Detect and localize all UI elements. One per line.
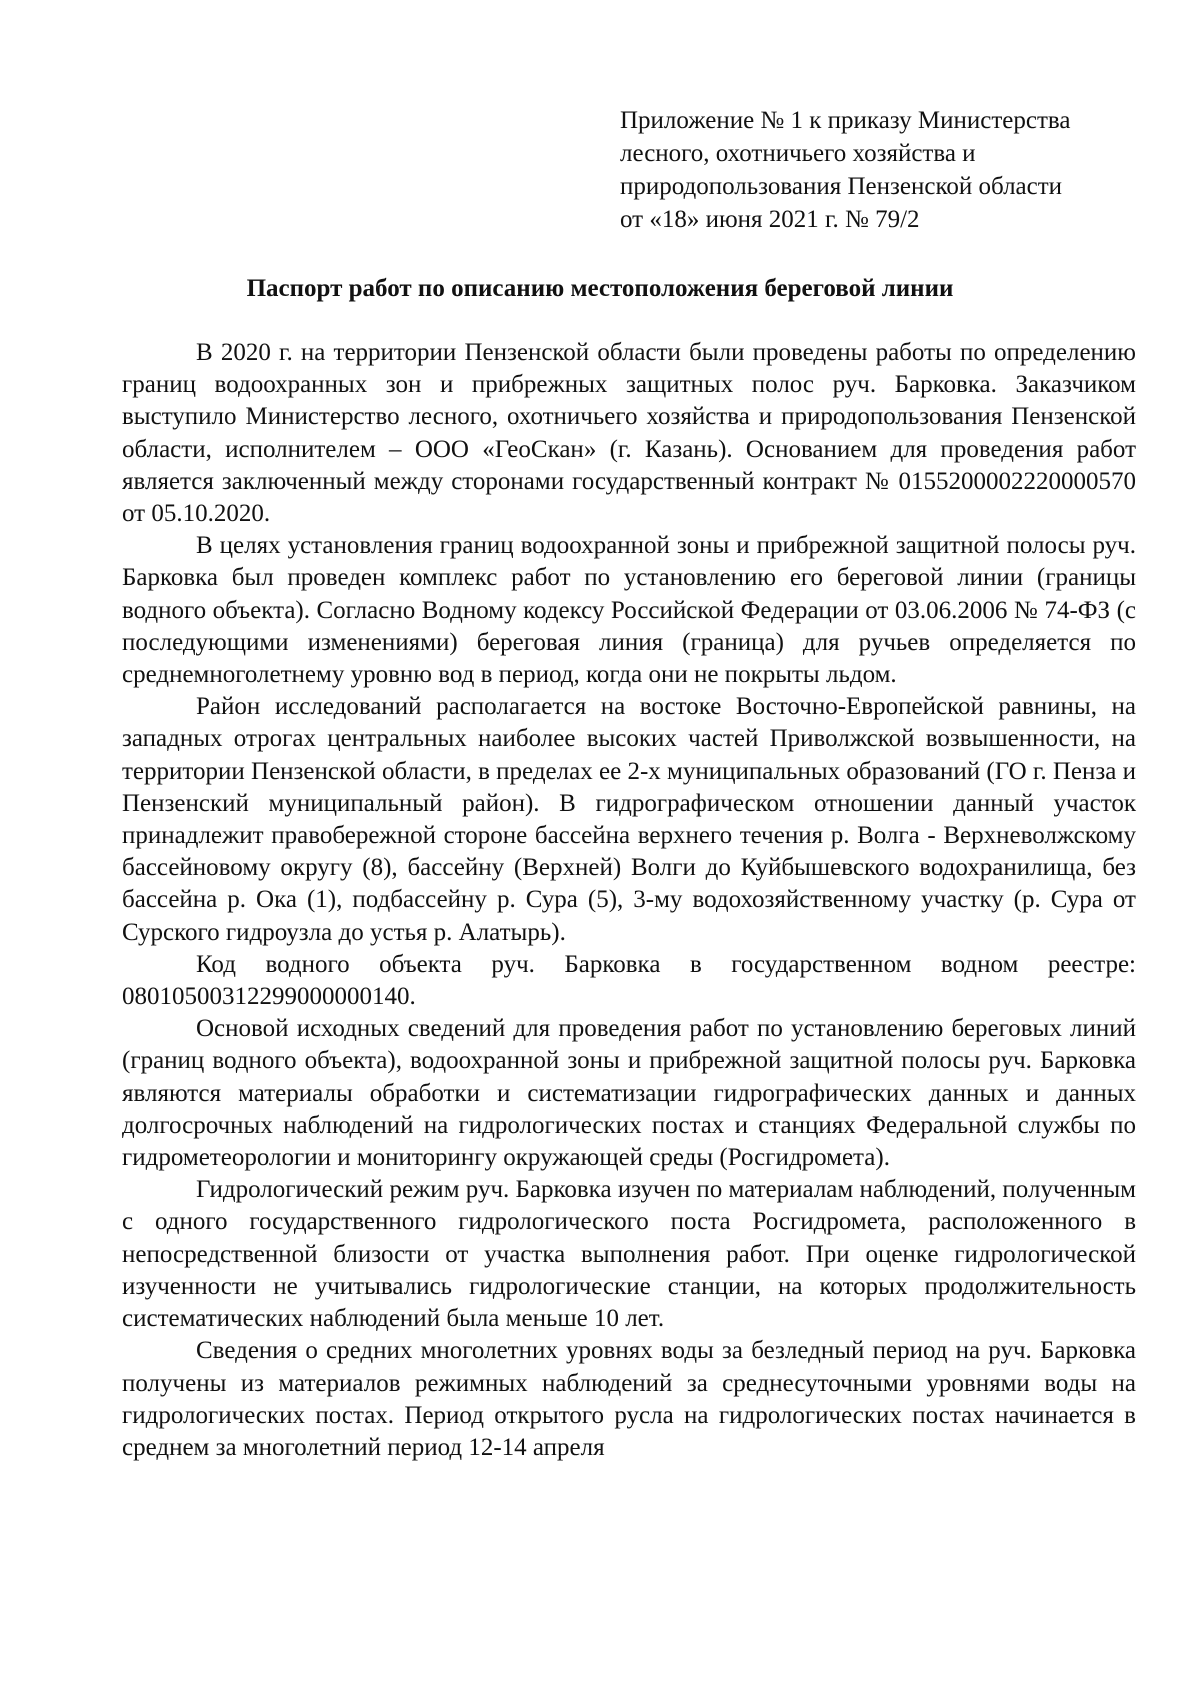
paragraph-water-levels: Сведения о средних многолетних уровнях воды за безледный период на руч. Барковка получены из материалов режимных наблюдений за среднесуточными уровнями воды на гидрологических постах. Период открытого русла на гидрологических постах начинается в среднем за многолетний период 12-14 апреля — [122, 1337, 1136, 1461]
header-line: лесного, охотничьего хозяйства и — [620, 140, 976, 167]
document-title: Паспорт работ по описанию местоположения береговой линии — [246, 275, 954, 302]
paragraph-source-data: Основой исходных сведений для проведения работ по установлению береговых линий (границ водного объекта), водоохранной зоны и прибрежной защитной полосы руч. Барковка являются материалы обработки и систематизации гидрографических данных и данных долгосрочных наблюдений на гидрологических постах и станциях Федеральной службы по гидрометеорологии и мониторингу окружающей среды (Росгидромета). — [122, 1015, 1136, 1172]
document-body — [122, 337, 1136, 1464]
header-line: Приложение № 1 к приказу Министерства — [620, 107, 1071, 134]
paragraph-shoreline-definition: В целях установления границ водоохранной зоны и прибрежной защитной полосы руч. Барковка был проведен комплекс работ по установлению его береговой линии (границы водного объекта). Согласно Водному кодексу Российской Федерации от 03.06.2006 № 74-ФЗ (с последующими изменениями) береговая линия (граница) для ручьев определяется по среднемноголетнему уровню вод в период, когда они не покрыты льдом. — [122, 532, 1136, 689]
order-appendix-header — [620, 104, 1140, 236]
header-line: природопользования Пензенской области — [620, 173, 1063, 200]
paragraph-water-registry-code: Код водного объекта руч. Барковка в государственном водном реестре: 08010500312299000000140. — [122, 950, 1136, 1011]
header-line: от «18» июня 2021 г. № 79/2 — [620, 206, 920, 233]
paragraph-hydrological-regime: Гидрологический режим руч. Барковка изучен по материалам наблюдений, полученным с одного государственного гидрологического поста Росгидромета, расположенного в непосредственной близости от участка выполнения работ. При оценке гидрологической изученности не учитывались гидрологические станции, на которых продолжительность систематических наблюдений была меньше 10 лет. — [122, 1176, 1136, 1333]
paragraph-contract-info: В 2020 г. на территории Пензенской области были проведены работы по определению границ водоохранных зон и прибрежных защитных полос руч. Барковка. Заказчиком выступило Министерство лесного, охотничьего хозяйства и природопользования Пензенской области, исполнителем – ООО «ГеоСкан» (г. Казань). Основанием для проведения работ является заключенный между сторонами государственный контракт № 0155200002220000570 от 05.10.2020. — [122, 339, 1136, 528]
paragraph-study-area: Район исследований располагается на востоке Восточно-Европейской равнины, на западных отрогах центральных наиболее высоких частей Приволжской возвышенности, на территории Пензенской области, в пределах ее 2-х муниципальных образований (ГО г. Пенза и Пензенский муниципальный район). В гидрографическом отношении данный участок принадлежит правобережной стороне бассейна верхнего течения р. Волга - Верхневолжскому бассейновому округу (8), бассейну (Верхней) Волги до Куйбышевского водохранилища, без бассейна р. Ока (1), подбассейну р. Сура (5), 3-му водохозяйственному участку (р. Сура от Сурского гидроузла до устья р. Алатырь). — [122, 693, 1136, 946]
